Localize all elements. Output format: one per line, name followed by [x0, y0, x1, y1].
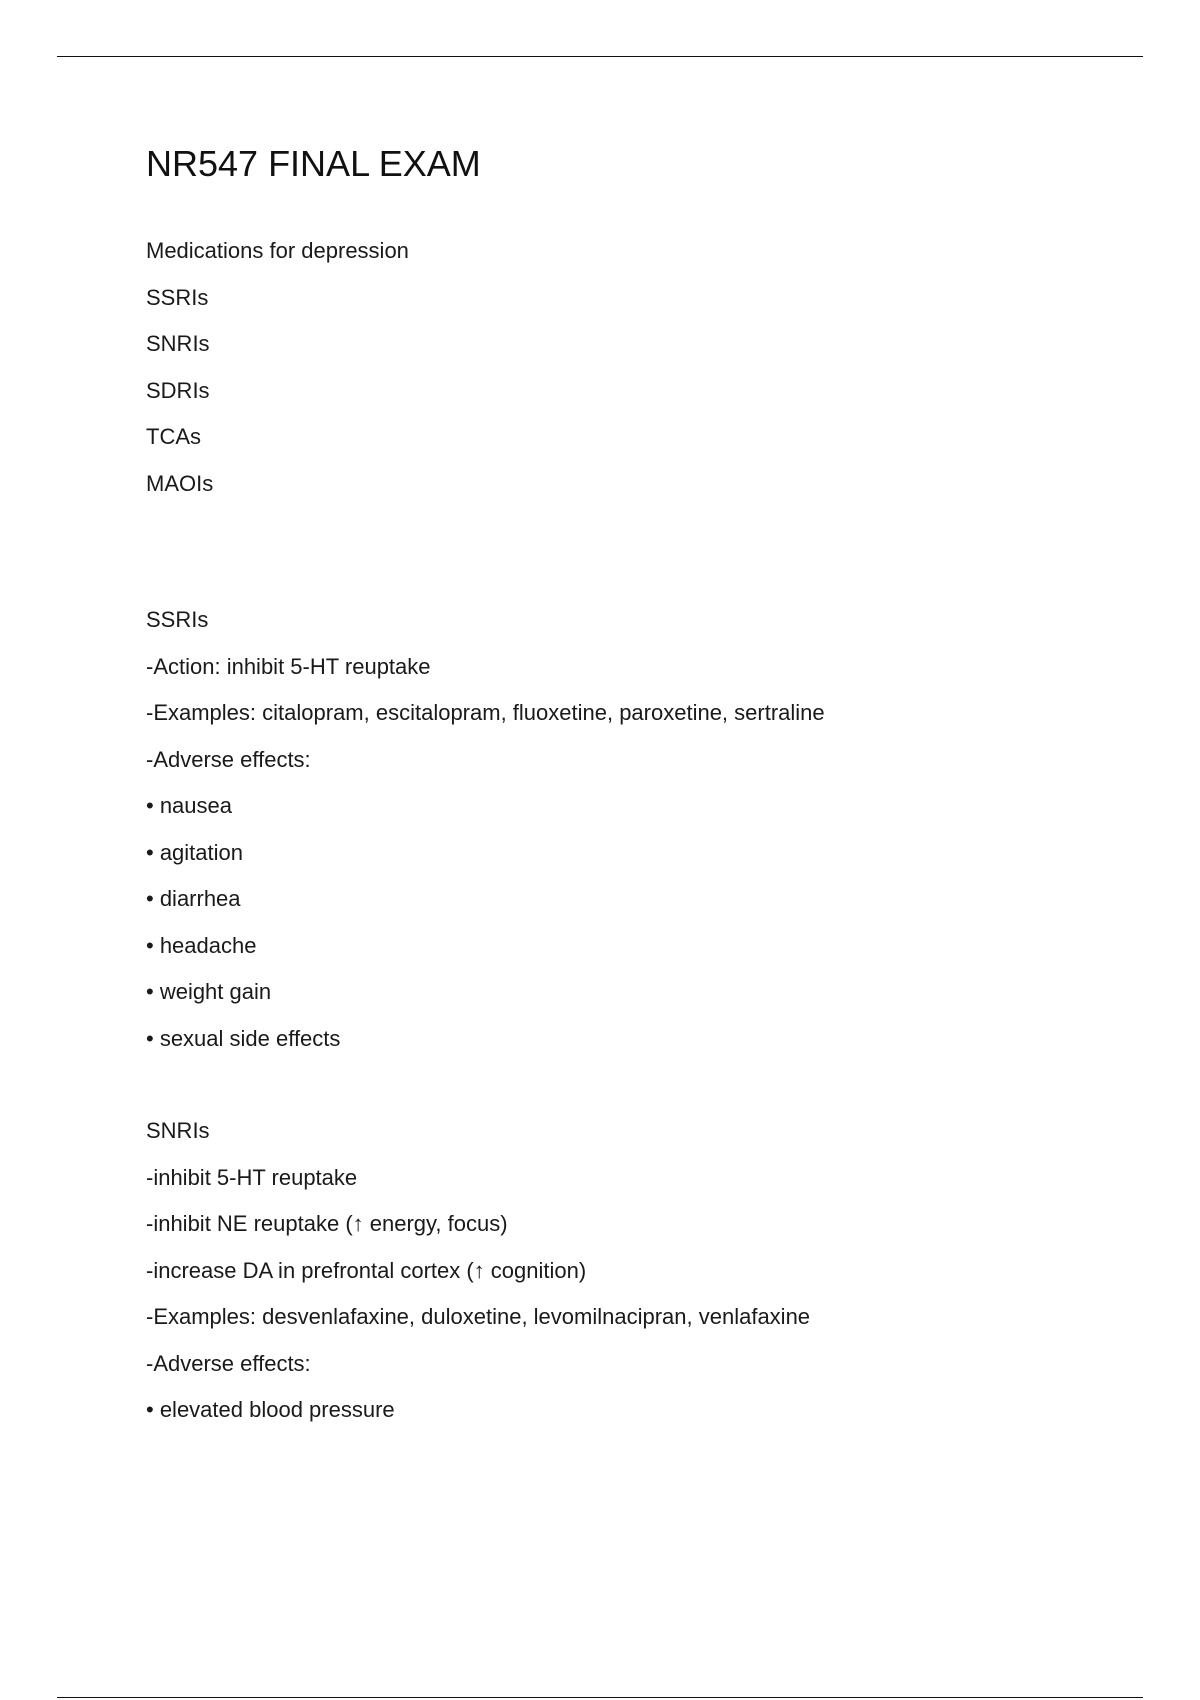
detail-line: -Adverse effects: [146, 1350, 311, 1376]
detail-line: -inhibit 5-HT reuptake [146, 1164, 358, 1190]
bullet-item: • agitation [146, 839, 243, 865]
detail-line: -increase DA in prefrontal cortex (↑ cognition) [146, 1257, 587, 1283]
detail-line: -Action: inhibit 5-HT reuptake [146, 653, 431, 679]
section-snris [146, 1108, 1146, 1434]
detail-line: -inhibit NE reuptake (↑ energy, focus) [146, 1211, 508, 1236]
bullet-item: • nausea [146, 793, 232, 818]
section-heading: SSRIs [146, 607, 209, 632]
detail-line: -Examples: desvenlafaxine, duloxetine, levomilnacipran, venlafaxine [146, 1304, 811, 1329]
section-heading: SNRIs [146, 1118, 210, 1143]
section-ssris [146, 597, 1146, 1062]
bullet-item: • diarrhea [146, 886, 241, 911]
bottom-rule [57, 1697, 1143, 1698]
document-body [146, 140, 1146, 1434]
detail-line: -Examples: citalopram, escitalopram, fluoxetine, paroxetine, sertraline [146, 700, 825, 725]
section-heading: Medications for depression [146, 238, 409, 263]
bullet-item: • weight gain [146, 979, 272, 1004]
page-title: NR547 FINAL EXAM [146, 143, 481, 184]
list-item: SDRIs [146, 377, 210, 403]
list-item: SNRIs [146, 331, 210, 356]
section-medications-overview [146, 228, 1146, 507]
list-item: SSRIs [146, 284, 209, 310]
bullet-item: • elevated blood pressure [146, 1397, 395, 1422]
detail-line: -Adverse effects: [146, 746, 311, 772]
bullet-item: • headache [146, 932, 257, 958]
top-rule [57, 56, 1143, 57]
list-item: TCAs [146, 424, 201, 449]
bullet-item: • sexual side effects [146, 1025, 341, 1051]
list-item: MAOIs [146, 470, 214, 496]
